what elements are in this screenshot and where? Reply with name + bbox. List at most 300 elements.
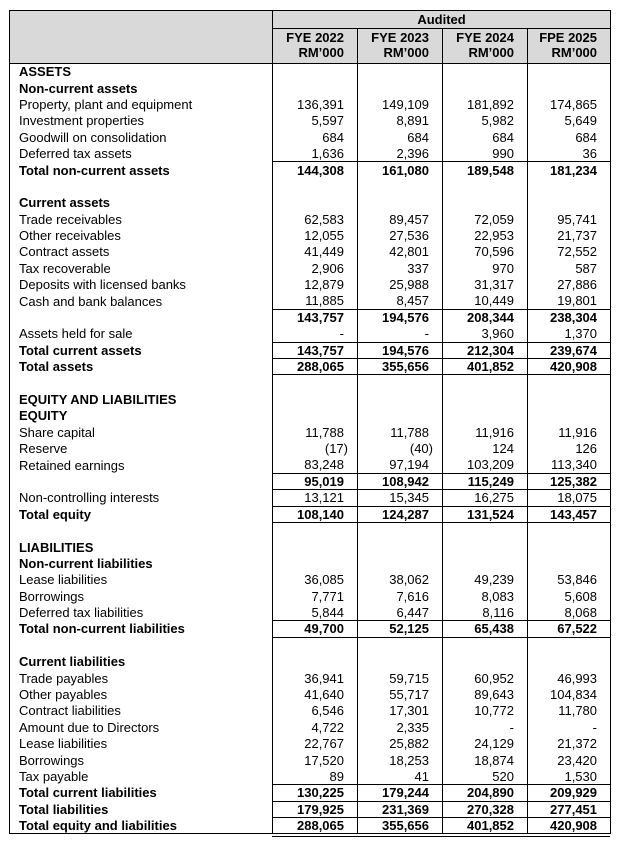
row-label: Non-controlling interests bbox=[10, 490, 273, 506]
table-row bbox=[10, 129, 611, 145]
value-fye2024: 49,239 bbox=[443, 572, 528, 588]
row-label: Total liabilities bbox=[10, 801, 273, 817]
row-label: Tax payable bbox=[10, 768, 273, 784]
value-fye2023: 2,396 bbox=[358, 145, 443, 161]
value-fpe2025 bbox=[528, 64, 611, 80]
row-label: Total equity bbox=[10, 506, 273, 522]
value-fye2023: 8,457 bbox=[358, 293, 443, 309]
value-fye2024: 124 bbox=[443, 440, 528, 456]
value-fye2023: 38,062 bbox=[358, 572, 443, 588]
row-label: Share capital bbox=[10, 424, 273, 440]
table-row bbox=[10, 785, 611, 801]
row-label: Assets held for sale bbox=[10, 326, 273, 342]
value-fye2024: 31,317 bbox=[443, 277, 528, 293]
value-fpe2025: 420,908 bbox=[528, 359, 611, 375]
value-fye2024 bbox=[443, 539, 528, 555]
value-fye2022 bbox=[273, 522, 358, 538]
row-label: Contract liabilities bbox=[10, 703, 273, 719]
table-row bbox=[10, 145, 611, 161]
value-fpe2025: 420,908 bbox=[528, 817, 611, 833]
value-fye2022: 179,925 bbox=[273, 801, 358, 817]
value-fpe2025: 18,075 bbox=[528, 490, 611, 506]
value-fpe2025: 23,420 bbox=[528, 752, 611, 768]
value-fpe2025: 46,993 bbox=[528, 670, 611, 686]
value-fye2023: 149,109 bbox=[358, 96, 443, 112]
row-label: Deferred tax liabilities bbox=[10, 604, 273, 620]
value-fye2024: 401,852 bbox=[443, 817, 528, 833]
table-row bbox=[10, 293, 611, 309]
row-label: EQUITY bbox=[10, 408, 273, 424]
value-fye2022: 136,391 bbox=[273, 96, 358, 112]
value-fye2024: 520 bbox=[443, 768, 528, 784]
value-fpe2025 bbox=[528, 80, 611, 96]
value-fye2023: 355,656 bbox=[358, 359, 443, 375]
value-fye2023: - bbox=[358, 326, 443, 342]
value-fye2022: 17,520 bbox=[273, 752, 358, 768]
table-row bbox=[10, 719, 611, 735]
value-fye2022: 143,757 bbox=[273, 309, 358, 325]
row-label: Cash and bank balances bbox=[10, 293, 273, 309]
period-label: FYE 2022 bbox=[286, 30, 344, 45]
table-row bbox=[10, 326, 611, 342]
table-row bbox=[10, 178, 611, 194]
table-row bbox=[10, 752, 611, 768]
value-fye2023 bbox=[358, 391, 443, 407]
value-fye2024: 72,059 bbox=[443, 211, 528, 227]
value-fye2024: 22,953 bbox=[443, 227, 528, 243]
table-row bbox=[10, 211, 611, 227]
value-fye2022 bbox=[273, 539, 358, 555]
value-fye2022 bbox=[273, 555, 358, 571]
table-row bbox=[10, 572, 611, 588]
value-fye2022: 108,140 bbox=[273, 506, 358, 522]
value-fye2023: 15,345 bbox=[358, 490, 443, 506]
row-label: Goodwill on consolidation bbox=[10, 129, 273, 145]
row-label: Investment properties bbox=[10, 113, 273, 129]
value-fpe2025 bbox=[528, 408, 611, 424]
value-fye2023: 194,576 bbox=[358, 342, 443, 358]
value-fye2022 bbox=[273, 408, 358, 424]
value-fye2022: 130,225 bbox=[273, 785, 358, 801]
row-label: Lease liabilities bbox=[10, 736, 273, 752]
table-body bbox=[10, 64, 611, 834]
value-fye2022: 288,065 bbox=[273, 359, 358, 375]
table-row bbox=[10, 555, 611, 571]
value-fpe2025: 1,530 bbox=[528, 768, 611, 784]
table-row bbox=[10, 80, 611, 96]
row-label: Total equity and liabilities bbox=[10, 817, 273, 833]
value-fpe2025: 5,649 bbox=[528, 113, 611, 129]
value-fye2022 bbox=[273, 80, 358, 96]
row-label bbox=[10, 375, 273, 391]
value-fye2024 bbox=[443, 637, 528, 653]
table-row bbox=[10, 375, 611, 391]
value-fpe2025: 8,068 bbox=[528, 604, 611, 620]
value-fpe2025: - bbox=[528, 719, 611, 735]
value-fpe2025 bbox=[528, 375, 611, 391]
value-fye2024 bbox=[443, 80, 528, 96]
column-header-fpe2025 bbox=[528, 29, 611, 64]
table-row bbox=[10, 440, 611, 456]
value-fye2023 bbox=[358, 64, 443, 80]
value-fpe2025: 143,457 bbox=[528, 506, 611, 522]
table-row bbox=[10, 801, 611, 817]
row-label: Other payables bbox=[10, 686, 273, 702]
row-label: Contract assets bbox=[10, 244, 273, 260]
value-fpe2025: 1,370 bbox=[528, 326, 611, 342]
value-fye2022: 143,757 bbox=[273, 342, 358, 358]
value-fye2024: 18,874 bbox=[443, 752, 528, 768]
value-fye2024: 89,643 bbox=[443, 686, 528, 702]
table-row bbox=[10, 817, 611, 833]
table-row bbox=[10, 621, 611, 637]
value-fye2024: 10,772 bbox=[443, 703, 528, 719]
value-fye2022: 2,906 bbox=[273, 260, 358, 276]
value-fpe2025: 174,865 bbox=[528, 96, 611, 112]
table-row bbox=[10, 604, 611, 620]
table-row bbox=[10, 342, 611, 358]
value-fpe2025: 126 bbox=[528, 440, 611, 456]
value-fye2023: 89,457 bbox=[358, 211, 443, 227]
row-label: Deposits with licensed banks bbox=[10, 277, 273, 293]
value-fye2022: 62,583 bbox=[273, 211, 358, 227]
value-fpe2025: 209,929 bbox=[528, 785, 611, 801]
value-fye2022 bbox=[273, 654, 358, 670]
value-fye2022: 5,597 bbox=[273, 113, 358, 129]
value-fpe2025 bbox=[528, 391, 611, 407]
value-fye2024 bbox=[443, 408, 528, 424]
value-fye2023 bbox=[358, 195, 443, 211]
table-row bbox=[10, 686, 611, 702]
value-fye2023: 2,335 bbox=[358, 719, 443, 735]
value-fye2024: 181,892 bbox=[443, 96, 528, 112]
row-label: Total non-current liabilities bbox=[10, 621, 273, 637]
table-row bbox=[10, 277, 611, 293]
value-fye2022: 12,055 bbox=[273, 227, 358, 243]
value-fye2023: 355,656 bbox=[358, 817, 443, 833]
value-fye2023: 25,882 bbox=[358, 736, 443, 752]
table-row bbox=[10, 195, 611, 211]
value-fye2023: 59,715 bbox=[358, 670, 443, 686]
value-fpe2025: 21,372 bbox=[528, 736, 611, 752]
value-fye2024: 8,083 bbox=[443, 588, 528, 604]
table-row bbox=[10, 64, 611, 80]
value-fpe2025: 67,522 bbox=[528, 621, 611, 637]
row-label bbox=[10, 637, 273, 653]
value-fye2022: 4,722 bbox=[273, 719, 358, 735]
table-row bbox=[10, 768, 611, 784]
row-label: Other receivables bbox=[10, 227, 273, 243]
value-fye2023: 52,125 bbox=[358, 621, 443, 637]
value-fye2023: 17,301 bbox=[358, 703, 443, 719]
value-fye2024: 208,344 bbox=[443, 309, 528, 325]
value-fye2022: - bbox=[273, 326, 358, 342]
value-fye2022: 36,941 bbox=[273, 670, 358, 686]
value-fpe2025: 238,304 bbox=[528, 309, 611, 325]
value-fye2024 bbox=[443, 375, 528, 391]
value-fye2023: 11,788 bbox=[358, 424, 443, 440]
value-fye2022 bbox=[273, 195, 358, 211]
value-fye2022: 12,879 bbox=[273, 277, 358, 293]
unit-label: RM’000 bbox=[551, 44, 598, 60]
value-fye2023: 6,447 bbox=[358, 604, 443, 620]
value-fpe2025: 239,674 bbox=[528, 342, 611, 358]
value-fye2024 bbox=[443, 64, 528, 80]
balance-sheet-table bbox=[9, 10, 611, 834]
table-row bbox=[10, 113, 611, 129]
value-fpe2025: 104,834 bbox=[528, 686, 611, 702]
value-fpe2025: 27,886 bbox=[528, 277, 611, 293]
value-fye2022: 5,844 bbox=[273, 604, 358, 620]
value-fye2024 bbox=[443, 391, 528, 407]
value-fye2024: 3,960 bbox=[443, 326, 528, 342]
value-fye2023: 161,080 bbox=[358, 162, 443, 178]
table-row bbox=[10, 391, 611, 407]
table-header bbox=[10, 11, 611, 64]
value-fye2024: 189,548 bbox=[443, 162, 528, 178]
table-row bbox=[10, 539, 611, 555]
value-fye2023: 8,891 bbox=[358, 113, 443, 129]
table-row bbox=[10, 588, 611, 604]
value-fye2024: 970 bbox=[443, 260, 528, 276]
value-fye2022: 6,546 bbox=[273, 703, 358, 719]
period-label: FPE 2025 bbox=[539, 30, 598, 45]
value-fpe2025: 113,340 bbox=[528, 457, 611, 473]
row-label: Current liabilities bbox=[10, 654, 273, 670]
value-fpe2025: 19,801 bbox=[528, 293, 611, 309]
financial-statement bbox=[9, 10, 610, 837]
table-row bbox=[10, 424, 611, 440]
value-fye2023: 25,988 bbox=[358, 277, 443, 293]
value-fye2022: 11,885 bbox=[273, 293, 358, 309]
value-fye2024: 212,304 bbox=[443, 342, 528, 358]
value-fye2023: 684 bbox=[358, 129, 443, 145]
value-fye2023: 18,253 bbox=[358, 752, 443, 768]
value-fye2023: 108,942 bbox=[358, 473, 443, 489]
value-fye2023 bbox=[358, 408, 443, 424]
table-row bbox=[10, 703, 611, 719]
table-row bbox=[10, 490, 611, 506]
value-fye2024: 204,890 bbox=[443, 785, 528, 801]
value-fpe2025: 95,741 bbox=[528, 211, 611, 227]
row-label: Current assets bbox=[10, 195, 273, 211]
value-fye2024 bbox=[443, 178, 528, 194]
value-fpe2025: 21,737 bbox=[528, 227, 611, 243]
value-fpe2025 bbox=[528, 555, 611, 571]
value-fye2023: (40) bbox=[358, 440, 443, 456]
table-row bbox=[10, 244, 611, 260]
value-fye2023 bbox=[358, 637, 443, 653]
value-fye2024: 103,209 bbox=[443, 457, 528, 473]
value-fye2023: 194,576 bbox=[358, 309, 443, 325]
double-underline-rule bbox=[272, 836, 610, 837]
value-fye2022: 83,248 bbox=[273, 457, 358, 473]
value-fpe2025: 277,451 bbox=[528, 801, 611, 817]
row-label: LIABILITIES bbox=[10, 539, 273, 555]
table-row bbox=[10, 522, 611, 538]
row-label: Trade payables bbox=[10, 670, 273, 686]
value-fye2022: 1,636 bbox=[273, 145, 358, 161]
value-fye2022: 49,700 bbox=[273, 621, 358, 637]
row-label: Tax recoverable bbox=[10, 260, 273, 276]
value-fpe2025: 181,234 bbox=[528, 162, 611, 178]
value-fye2023: 27,536 bbox=[358, 227, 443, 243]
value-fye2023: 41 bbox=[358, 768, 443, 784]
row-label: Reserve bbox=[10, 440, 273, 456]
row-label: Lease liabilities bbox=[10, 572, 273, 588]
value-fpe2025 bbox=[528, 654, 611, 670]
value-fye2023: 231,369 bbox=[358, 801, 443, 817]
value-fye2023: 337 bbox=[358, 260, 443, 276]
value-fpe2025: 5,608 bbox=[528, 588, 611, 604]
value-fye2024 bbox=[443, 195, 528, 211]
value-fye2024 bbox=[443, 522, 528, 538]
row-label: Property, plant and equipment bbox=[10, 96, 273, 112]
column-header-fye2022 bbox=[273, 29, 358, 64]
value-fye2024: 990 bbox=[443, 145, 528, 161]
value-fpe2025 bbox=[528, 637, 611, 653]
value-fye2023 bbox=[358, 375, 443, 391]
value-fye2023 bbox=[358, 654, 443, 670]
value-fye2023: 42,801 bbox=[358, 244, 443, 260]
value-fye2022: (17) bbox=[273, 440, 358, 456]
value-fye2022: 684 bbox=[273, 129, 358, 145]
value-fpe2025: 11,916 bbox=[528, 424, 611, 440]
row-label: Total non-current assets bbox=[10, 162, 273, 178]
value-fye2024: 684 bbox=[443, 129, 528, 145]
table-row bbox=[10, 227, 611, 243]
period-label: FYE 2023 bbox=[371, 30, 429, 45]
value-fpe2025: 125,382 bbox=[528, 473, 611, 489]
value-fye2023 bbox=[358, 178, 443, 194]
value-fpe2025 bbox=[528, 195, 611, 211]
value-fye2022: 41,449 bbox=[273, 244, 358, 260]
row-label: Total current assets bbox=[10, 342, 273, 358]
value-fpe2025 bbox=[528, 522, 611, 538]
value-fye2023: 97,194 bbox=[358, 457, 443, 473]
table-row bbox=[10, 96, 611, 112]
value-fye2022: 22,767 bbox=[273, 736, 358, 752]
value-fye2024: 70,596 bbox=[443, 244, 528, 260]
value-fpe2025 bbox=[528, 178, 611, 194]
unit-label: RM’000 bbox=[383, 44, 429, 60]
value-fye2024: 16,275 bbox=[443, 490, 528, 506]
value-fye2024: 24,129 bbox=[443, 736, 528, 752]
row-label: Total assets bbox=[10, 359, 273, 375]
value-fye2022 bbox=[273, 375, 358, 391]
row-label: Non-current liabilities bbox=[10, 555, 273, 571]
unit-label: RM’000 bbox=[468, 44, 514, 60]
value-fye2023: 55,717 bbox=[358, 686, 443, 702]
value-fpe2025: 684 bbox=[528, 129, 611, 145]
column-header-fye2024 bbox=[443, 29, 528, 64]
column-header-fye2023 bbox=[358, 29, 443, 64]
row-label: Total current liabilities bbox=[10, 785, 273, 801]
value-fye2022: 36,085 bbox=[273, 572, 358, 588]
table-row bbox=[10, 637, 611, 653]
value-fpe2025 bbox=[528, 539, 611, 555]
value-fye2022: 41,640 bbox=[273, 686, 358, 702]
value-fye2022: 95,019 bbox=[273, 473, 358, 489]
table-row bbox=[10, 359, 611, 375]
value-fye2024: 115,249 bbox=[443, 473, 528, 489]
value-fye2024: 8,116 bbox=[443, 604, 528, 620]
value-fye2022 bbox=[273, 391, 358, 407]
table-row bbox=[10, 654, 611, 670]
value-fye2022 bbox=[273, 64, 358, 80]
row-label bbox=[10, 522, 273, 538]
corner-cell bbox=[10, 11, 273, 64]
value-fpe2025: 72,552 bbox=[528, 244, 611, 260]
value-fye2022: 144,308 bbox=[273, 162, 358, 178]
row-label: Non-current assets bbox=[10, 80, 273, 96]
value-fpe2025: 587 bbox=[528, 260, 611, 276]
unit-label: RM’000 bbox=[298, 44, 344, 60]
table-row bbox=[10, 473, 611, 489]
value-fpe2025: 53,846 bbox=[528, 572, 611, 588]
table-row bbox=[10, 162, 611, 178]
value-fye2024 bbox=[443, 654, 528, 670]
value-fye2022 bbox=[273, 178, 358, 194]
value-fye2023: 179,244 bbox=[358, 785, 443, 801]
row-label: EQUITY AND LIABILITIES bbox=[10, 391, 273, 407]
audited-header: Audited bbox=[273, 11, 611, 29]
table-row bbox=[10, 457, 611, 473]
table-row bbox=[10, 408, 611, 424]
row-label: Trade receivables bbox=[10, 211, 273, 227]
value-fye2024: 60,952 bbox=[443, 670, 528, 686]
value-fye2023 bbox=[358, 80, 443, 96]
table-row bbox=[10, 670, 611, 686]
value-fpe2025: 36 bbox=[528, 145, 611, 161]
value-fye2024: 5,982 bbox=[443, 113, 528, 129]
row-label bbox=[10, 473, 273, 489]
table-row bbox=[10, 506, 611, 522]
value-fye2023 bbox=[358, 555, 443, 571]
value-fye2022: 11,788 bbox=[273, 424, 358, 440]
value-fye2023 bbox=[358, 539, 443, 555]
value-fye2022: 7,771 bbox=[273, 588, 358, 604]
table-row bbox=[10, 260, 611, 276]
value-fye2023 bbox=[358, 522, 443, 538]
value-fye2022: 288,065 bbox=[273, 817, 358, 833]
row-label: Amount due to Directors bbox=[10, 719, 273, 735]
value-fye2023: 124,287 bbox=[358, 506, 443, 522]
value-fye2022: 89 bbox=[273, 768, 358, 784]
table-row bbox=[10, 309, 611, 325]
period-label: FYE 2024 bbox=[456, 30, 514, 45]
value-fye2023: 7,616 bbox=[358, 588, 443, 604]
row-label: Borrowings bbox=[10, 752, 273, 768]
value-fye2024: 131,524 bbox=[443, 506, 528, 522]
value-fye2024 bbox=[443, 555, 528, 571]
value-fpe2025: 11,780 bbox=[528, 703, 611, 719]
value-fye2024: 10,449 bbox=[443, 293, 528, 309]
value-fye2024: 270,328 bbox=[443, 801, 528, 817]
row-label: Deferred tax assets bbox=[10, 145, 273, 161]
value-fye2024: - bbox=[443, 719, 528, 735]
value-fye2022 bbox=[273, 637, 358, 653]
row-label: ASSETS bbox=[10, 64, 273, 80]
row-label: Borrowings bbox=[10, 588, 273, 604]
value-fye2024: 11,916 bbox=[443, 424, 528, 440]
value-fye2024: 401,852 bbox=[443, 359, 528, 375]
value-fye2024: 65,438 bbox=[443, 621, 528, 637]
row-label bbox=[10, 309, 273, 325]
value-fye2022: 13,121 bbox=[273, 490, 358, 506]
row-label: Retained earnings bbox=[10, 457, 273, 473]
row-label bbox=[10, 178, 273, 194]
